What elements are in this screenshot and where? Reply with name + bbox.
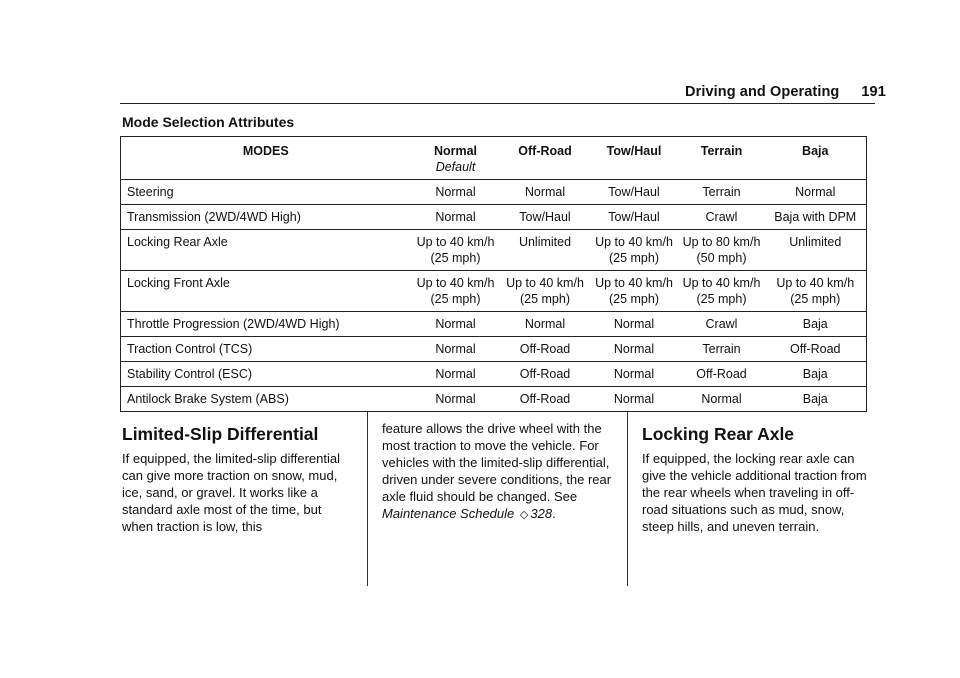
column-header <box>501 137 590 180</box>
table-cell <box>590 387 679 412</box>
cell-line: Baja <box>802 317 828 331</box>
header-divider <box>120 103 875 104</box>
column-header <box>121 137 411 180</box>
lra-heading: Locking Rear Axle <box>642 424 795 444</box>
table-cell <box>679 337 765 362</box>
cell-line: Off-Road <box>519 367 571 381</box>
table-cell <box>411 337 501 362</box>
cell-line: Normal <box>795 185 836 199</box>
maintenance-schedule-link[interactable]: Maintenance Schedule <box>382 506 515 521</box>
cell-line: (25 mph) <box>696 292 747 306</box>
table-cell <box>411 180 501 205</box>
table-cell <box>501 205 590 230</box>
lsd-heading: Limited-Slip Differential <box>122 424 319 444</box>
table-row <box>121 271 867 312</box>
table-cell <box>411 362 501 387</box>
table-cell <box>590 205 679 230</box>
column-header-label: Terrain <box>700 144 743 158</box>
table-cell <box>765 337 867 362</box>
table-cell <box>501 362 590 387</box>
table-cell <box>679 230 765 271</box>
cell-line: Up to 40 km/h <box>595 276 673 290</box>
cell-line: Normal <box>435 342 476 356</box>
xref-suffix: . <box>552 506 556 521</box>
cell-line: Normal <box>613 367 655 381</box>
row-label: Locking Rear Axle <box>121 230 411 271</box>
table-cell <box>411 205 501 230</box>
column-header-sub: Default <box>435 160 476 174</box>
cell-line: Crawl <box>705 210 738 224</box>
table-cell <box>411 312 501 337</box>
cell-line: Baja with DPM <box>774 210 857 224</box>
cell-line: Unlimited <box>789 235 842 249</box>
column-header-label: Normal <box>433 144 478 158</box>
table-cell <box>590 312 679 337</box>
cell-line: Off-Road <box>519 392 571 406</box>
table-row <box>121 387 867 412</box>
running-header <box>685 84 886 100</box>
cell-line: Tow/Haul <box>608 210 660 224</box>
cell-line: Normal <box>524 185 566 199</box>
table-cell <box>501 271 590 312</box>
column-divider-2 <box>627 412 628 586</box>
cell-line: Normal <box>701 392 742 406</box>
table-cell <box>765 230 867 271</box>
cell-line: (25 mph) <box>430 292 481 306</box>
cell-line: Tow/Haul <box>519 210 571 224</box>
table-cell <box>501 180 590 205</box>
table-cell <box>679 312 765 337</box>
cell-line: Terrain <box>702 185 741 199</box>
cell-line: Up to 40 km/h <box>595 235 673 249</box>
column-header-label: MODES <box>242 144 289 158</box>
cell-line: Baja <box>802 392 828 406</box>
cell-line: Normal <box>524 317 566 331</box>
column-header <box>411 137 501 180</box>
table-cell <box>501 337 590 362</box>
column-header-label: Tow/Haul <box>606 144 662 158</box>
page-reference-icon: ◇ <box>519 509 529 521</box>
cell-line: Off-Road <box>696 367 747 381</box>
cell-line: (25 mph) <box>790 292 841 306</box>
lsd-paragraph-1: If equipped, the limited-slip differential can give more traction on snow, mud, ice, sand, or gravel. It works like a standard axle most of the time, but when traction is low, this <box>122 451 340 534</box>
table-cell <box>590 362 679 387</box>
cell-line: Up to 40 km/h <box>416 235 495 249</box>
table-cell <box>501 387 590 412</box>
lsd-paragraph-2-text: feature allows the drive wheel with the most traction to move the vehicle. For vehicles with the limited-slip differential, driven under severe conditions, the rear axle fluid should be changed. See <box>382 421 612 504</box>
table-cell <box>411 387 501 412</box>
cell-line: Up to 40 km/h <box>416 276 495 290</box>
column-header-label: Baja <box>802 144 829 158</box>
table-header-row <box>121 137 867 180</box>
table-row <box>121 312 867 337</box>
table-cell <box>679 205 765 230</box>
xref-page-number[interactable]: 328 <box>530 506 553 521</box>
row-label: Throttle Progression (2WD/4WD High) <box>121 312 411 337</box>
table-cell <box>590 271 679 312</box>
table-cell <box>679 387 765 412</box>
table-cell <box>765 271 867 312</box>
cell-line: (25 mph) <box>430 251 481 265</box>
cell-line: Normal <box>435 392 476 406</box>
table-row <box>121 337 867 362</box>
table-cell <box>679 271 765 312</box>
table-row <box>121 362 867 387</box>
table-body <box>121 180 867 412</box>
cell-line: Off-Road <box>790 342 841 356</box>
cell-line: Crawl <box>705 317 738 331</box>
cell-line: Normal <box>613 392 655 406</box>
column-header <box>590 137 679 180</box>
table-cell <box>765 205 867 230</box>
cell-line: Normal <box>435 317 476 331</box>
table-cell <box>765 387 867 412</box>
lsd-paragraph-2 <box>382 420 614 524</box>
cell-line: Up to 80 km/h <box>682 235 761 249</box>
column-header <box>679 137 765 180</box>
table-cell <box>590 337 679 362</box>
cell-line: Up to 40 km/h <box>506 276 584 290</box>
table-row <box>121 180 867 205</box>
cell-line: (25 mph) <box>519 292 571 306</box>
table-cell <box>679 362 765 387</box>
table-cell <box>765 180 867 205</box>
cell-line: Normal <box>435 210 476 224</box>
cell-line: Normal <box>435 367 476 381</box>
table-row <box>121 205 867 230</box>
row-label: Traction Control (TCS) <box>121 337 411 362</box>
table-cell <box>679 180 765 205</box>
cell-line: Up to 40 km/h <box>682 276 761 290</box>
cell-line: Off-Road <box>519 342 571 356</box>
cell-line: Normal <box>613 317 655 331</box>
table-cell <box>501 312 590 337</box>
section-title: Driving and Operating <box>685 84 840 100</box>
column-header <box>765 137 867 180</box>
cell-line: Terrain <box>702 342 741 356</box>
cell-line: (25 mph) <box>608 292 660 306</box>
row-label: Transmission (2WD/4WD High) <box>121 205 411 230</box>
cell-line: Tow/Haul <box>608 185 660 199</box>
table-cell <box>765 362 867 387</box>
table-cell <box>501 230 590 271</box>
row-label: Locking Front Axle <box>121 271 411 312</box>
cell-line: Up to 40 km/h <box>776 276 855 290</box>
row-label: Stability Control (ESC) <box>121 362 411 387</box>
table-cell <box>765 312 867 337</box>
table-title: Mode Selection Attributes <box>122 114 295 130</box>
page-number: 191 <box>861 84 886 100</box>
cell-line: Unlimited <box>518 235 572 249</box>
table-cell <box>590 230 679 271</box>
column-divider-1 <box>367 412 368 586</box>
cell-line: Baja <box>802 367 828 381</box>
table-row <box>121 230 867 271</box>
row-label: Steering <box>121 180 411 205</box>
column-header-label: Off-Road <box>518 144 572 158</box>
cell-line: (50 mph) <box>696 251 747 265</box>
cell-line: (25 mph) <box>608 251 660 265</box>
lra-paragraph-1: If equipped, the locking rear axle can give the vehicle additional traction from the rear wheels when traveling in off-road situations such as mud, snow, steep hills, and uneven terrain. <box>642 451 867 534</box>
row-label: Antilock Brake System (ABS) <box>121 387 411 412</box>
table-cell <box>411 271 501 312</box>
table-cell <box>590 180 679 205</box>
cell-line: Normal <box>613 342 655 356</box>
mode-selection-table <box>120 136 867 412</box>
table-cell <box>411 230 501 271</box>
cell-line: Normal <box>435 185 476 199</box>
